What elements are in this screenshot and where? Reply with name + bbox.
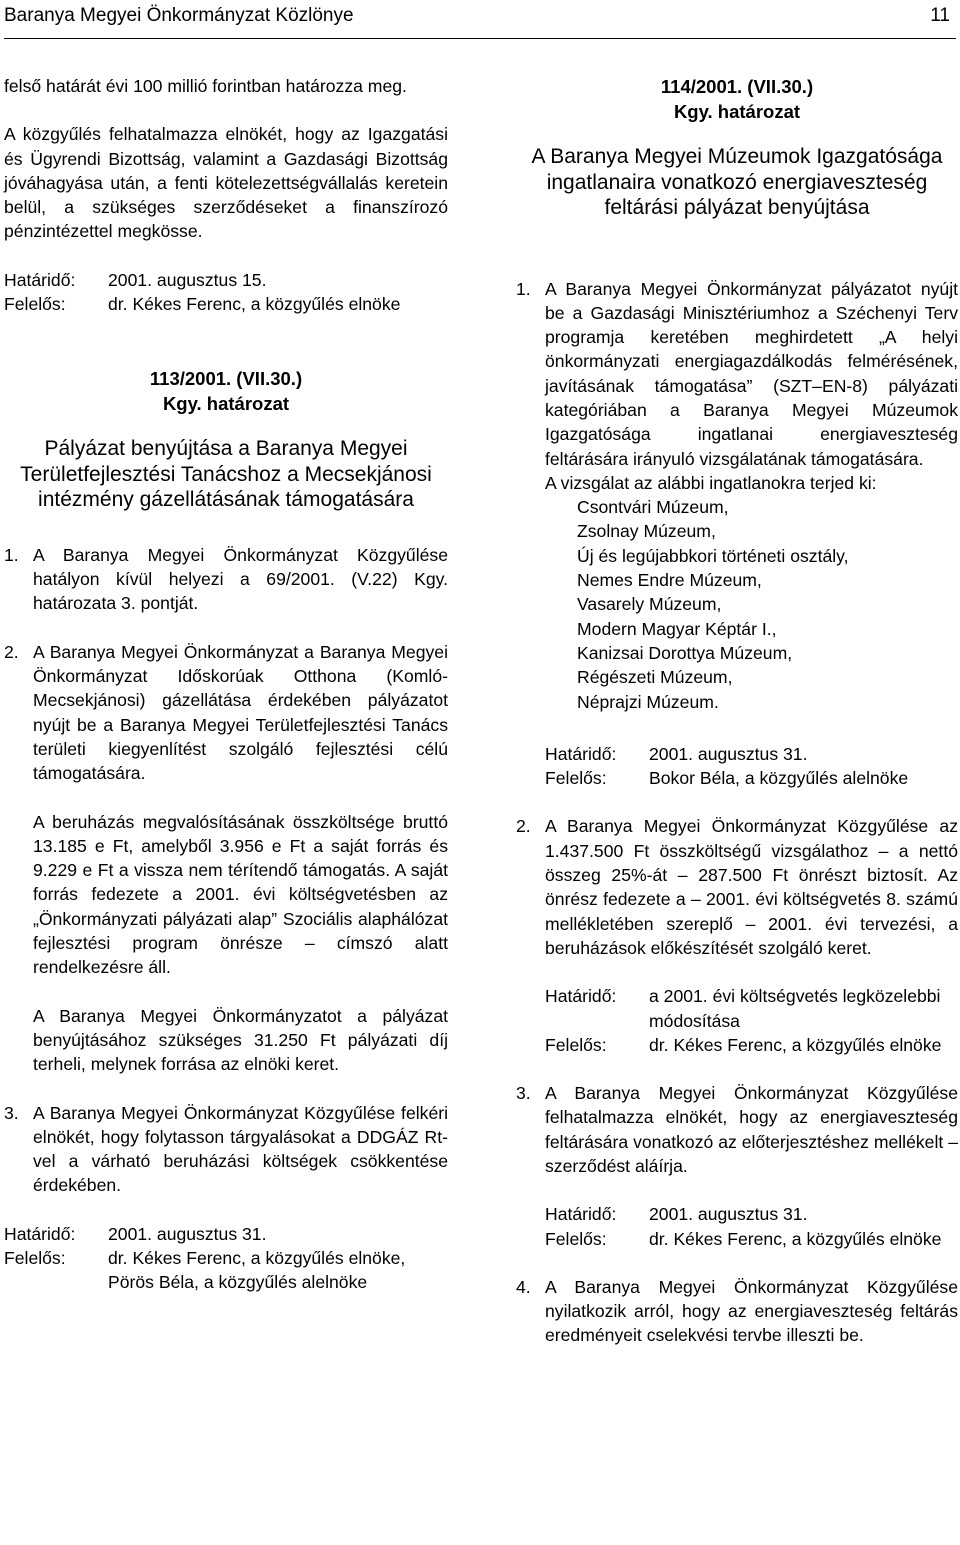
location-item: Vasarely Múzeum, xyxy=(577,594,722,615)
resolution-113-heading xyxy=(4,366,448,416)
location-item: Modern Magyar Képtár I., xyxy=(577,618,777,639)
resolution-kgy: Kgy. határozat xyxy=(162,393,290,415)
paragraph: A beruházás megvalósításának összköltsége bruttó 13.185 e Ft, amelyből 3.956 e Ft a saját forrás és 9.229 e Ft a vissza nem térítendő támogatás. A saját forrás fedezete a 2001. évi költségvetésben az „Önkormányzati pályázati alap” Szociális alaphálózat fejlesztési program önrésze – címszó alatt rendelkezésre áll. xyxy=(33,811,448,978)
deadline-row: Határidő: 2001. augusztus 31. xyxy=(545,1204,808,1225)
deadline-row: Határidő: a 2001. évi költségvetés legközelebbi módosítása xyxy=(545,986,941,1031)
responsible-row: Felelős: dr. Kékes Ferenc, a közgyűlés elnöke xyxy=(545,1034,942,1055)
location-item: Régészeti Múzeum, xyxy=(577,667,733,688)
paragraph: felső határát évi 100 millió forintban határozza meg. xyxy=(4,76,407,96)
location-item: Néprajzi Múzeum. xyxy=(577,691,719,712)
list-item: 3. A Baranya Megyei Önkormányzat Közgyűlése felkéri elnökét, hogy folytasson tárgyalásokat a DDGÁZ Rt-vel a várható beruházási költségek csökkentése érdekében. xyxy=(4,1102,448,1196)
page-header xyxy=(4,0,956,39)
list-item: 4. A Baranya Megyei Önkormányzat Közgyűlése nyilatkozik arról, hogy az energiaveszteség feltárás eredményeit cselekvési tervbe illeszti be. xyxy=(516,1276,958,1346)
resolution-number: 113/2001. (VII.30.) xyxy=(149,368,303,390)
location-item: Új és legújabbkori történeti osztály, xyxy=(577,545,849,566)
list-item: 1. A Baranya Megyei Önkormányzat Közgyűlése hatályon kívül helyezi a 69/2001. (V.22) Kgy. határozata 3. pontját. xyxy=(4,544,448,614)
location-item: Csontvári Múzeum, xyxy=(577,497,729,518)
right-column xyxy=(516,74,958,1348)
list-item: 3. A Baranya Megyei Önkormányzat Közgyűlése felhatalmazza elnökét, hogy az energiaveszteség feltárására vonatkozó az előterjesztéshez mellékelt – szerződést aláírja. xyxy=(516,1083,958,1176)
resolution-kgy: Kgy. határozat xyxy=(673,101,801,122)
paragraph: A Baranya Megyei Önkormányzatot a pályázat benyújtásához szükséges 31.250 Ft pályázati díj terheli, melynek forrása az elnöki keret. xyxy=(33,1005,448,1075)
responsible-row: Felelős: dr. Kékes Ferenc, a közgyűlés elnöke, Pörös Béla, a közgyűlés alelnöke xyxy=(4,1248,406,1293)
left-column xyxy=(4,74,448,1295)
location-item: Zsolnay Múzeum, xyxy=(577,521,716,542)
responsible-row: Felelős: Bokor Béla, a közgyűlés alelnöke xyxy=(545,768,909,789)
resolution-title: Pályázat benyújtása a Baranya Megyei Területfejlesztési Tanácshoz a Mecsekjánosi intézmény gázellátásának támogatására xyxy=(20,437,432,512)
responsible-row: Felelős: dr. Kékes Ferenc, a közgyűlés elnöke xyxy=(545,1228,942,1249)
resolution-title: A Baranya Megyei Múzeumok Igazgatósága ingatlanaira vonatkozó energiaveszteség feltárási pályázat benyújtása xyxy=(531,145,943,219)
deadline-row: Határidő: 2001. augusztus 31. xyxy=(4,1223,267,1244)
deadline-row: Határidő: 2001. augusztus 31. xyxy=(545,743,808,764)
paragraph: A közgyűlés felhatalmazza elnökét, hogy az Igazgatási és Ügyrendi Bizottság, valamint a Gazdasági Bizottság jóváhagyása után, a fenti kötelezettségvállalás keretein belül, a szükséges szerződéseket a finanszírozó pénzintézettel megkösse. xyxy=(4,124,448,242)
list-item: 2. A Baranya Megyei Önkormányzat Közgyűlése az 1.437.500 Ft összköltségű vizsgálathoz – a nettó összeg 25%-át – 287.500 Ft önrészt biztosít. Az önrész fedezete a – 2001. évi költségvetés 8. számú mellékletében szereplő – 2001. évi tervezési, a beruházások előkészítését szolgáló keret. xyxy=(516,816,958,958)
paragraph: A vizsgálat az alábbi ingatlanokra terjed ki: xyxy=(545,472,877,493)
resolution-number: 114/2001. (VII.30.) xyxy=(660,76,814,97)
location-item: Nemes Endre Múzeum, xyxy=(577,570,762,591)
list-item: 2. A Baranya Megyei Önkormányzat a Baranya Megyei Önkormányzat Időskorúak Otthona (Komló-Mecsekjánosi) gázellátása érdekében pályázatot nyújt be a Baranya Megyei Területfejlesztési Tanács területi kiegyenlítést szolgáló fejlesztési célú támogatására. xyxy=(4,641,448,784)
location-list xyxy=(516,495,958,714)
deadline-row: Határidő: 2001. augusztus 15. xyxy=(4,269,267,290)
location-item: Kanizsai Dorottya Múzeum, xyxy=(577,642,793,663)
publication-title: Baranya Megyei Önkormányzat Közlönye xyxy=(4,5,354,26)
page-number: 11 xyxy=(930,5,950,26)
list-item: 1. A Baranya Megyei Önkormányzat pályázatot nyújt be a Gazdasági Minisztériumhoz a Széchenyi Terv programja keretében meghirdetett „A helyi önkormányzati energiagazdálkodás felmérésének, javításának támogatása” (SZT–EN-8) pályázati kategóriában a Baranya Megyei Múzeumok Igazgatósága ingatlanai energiaveszteség feltárására irányuló vizsgálatának támogatására. xyxy=(516,278,958,469)
responsible-row: Felelős: dr. Kékes Ferenc, a közgyűlés elnöke xyxy=(4,294,401,315)
